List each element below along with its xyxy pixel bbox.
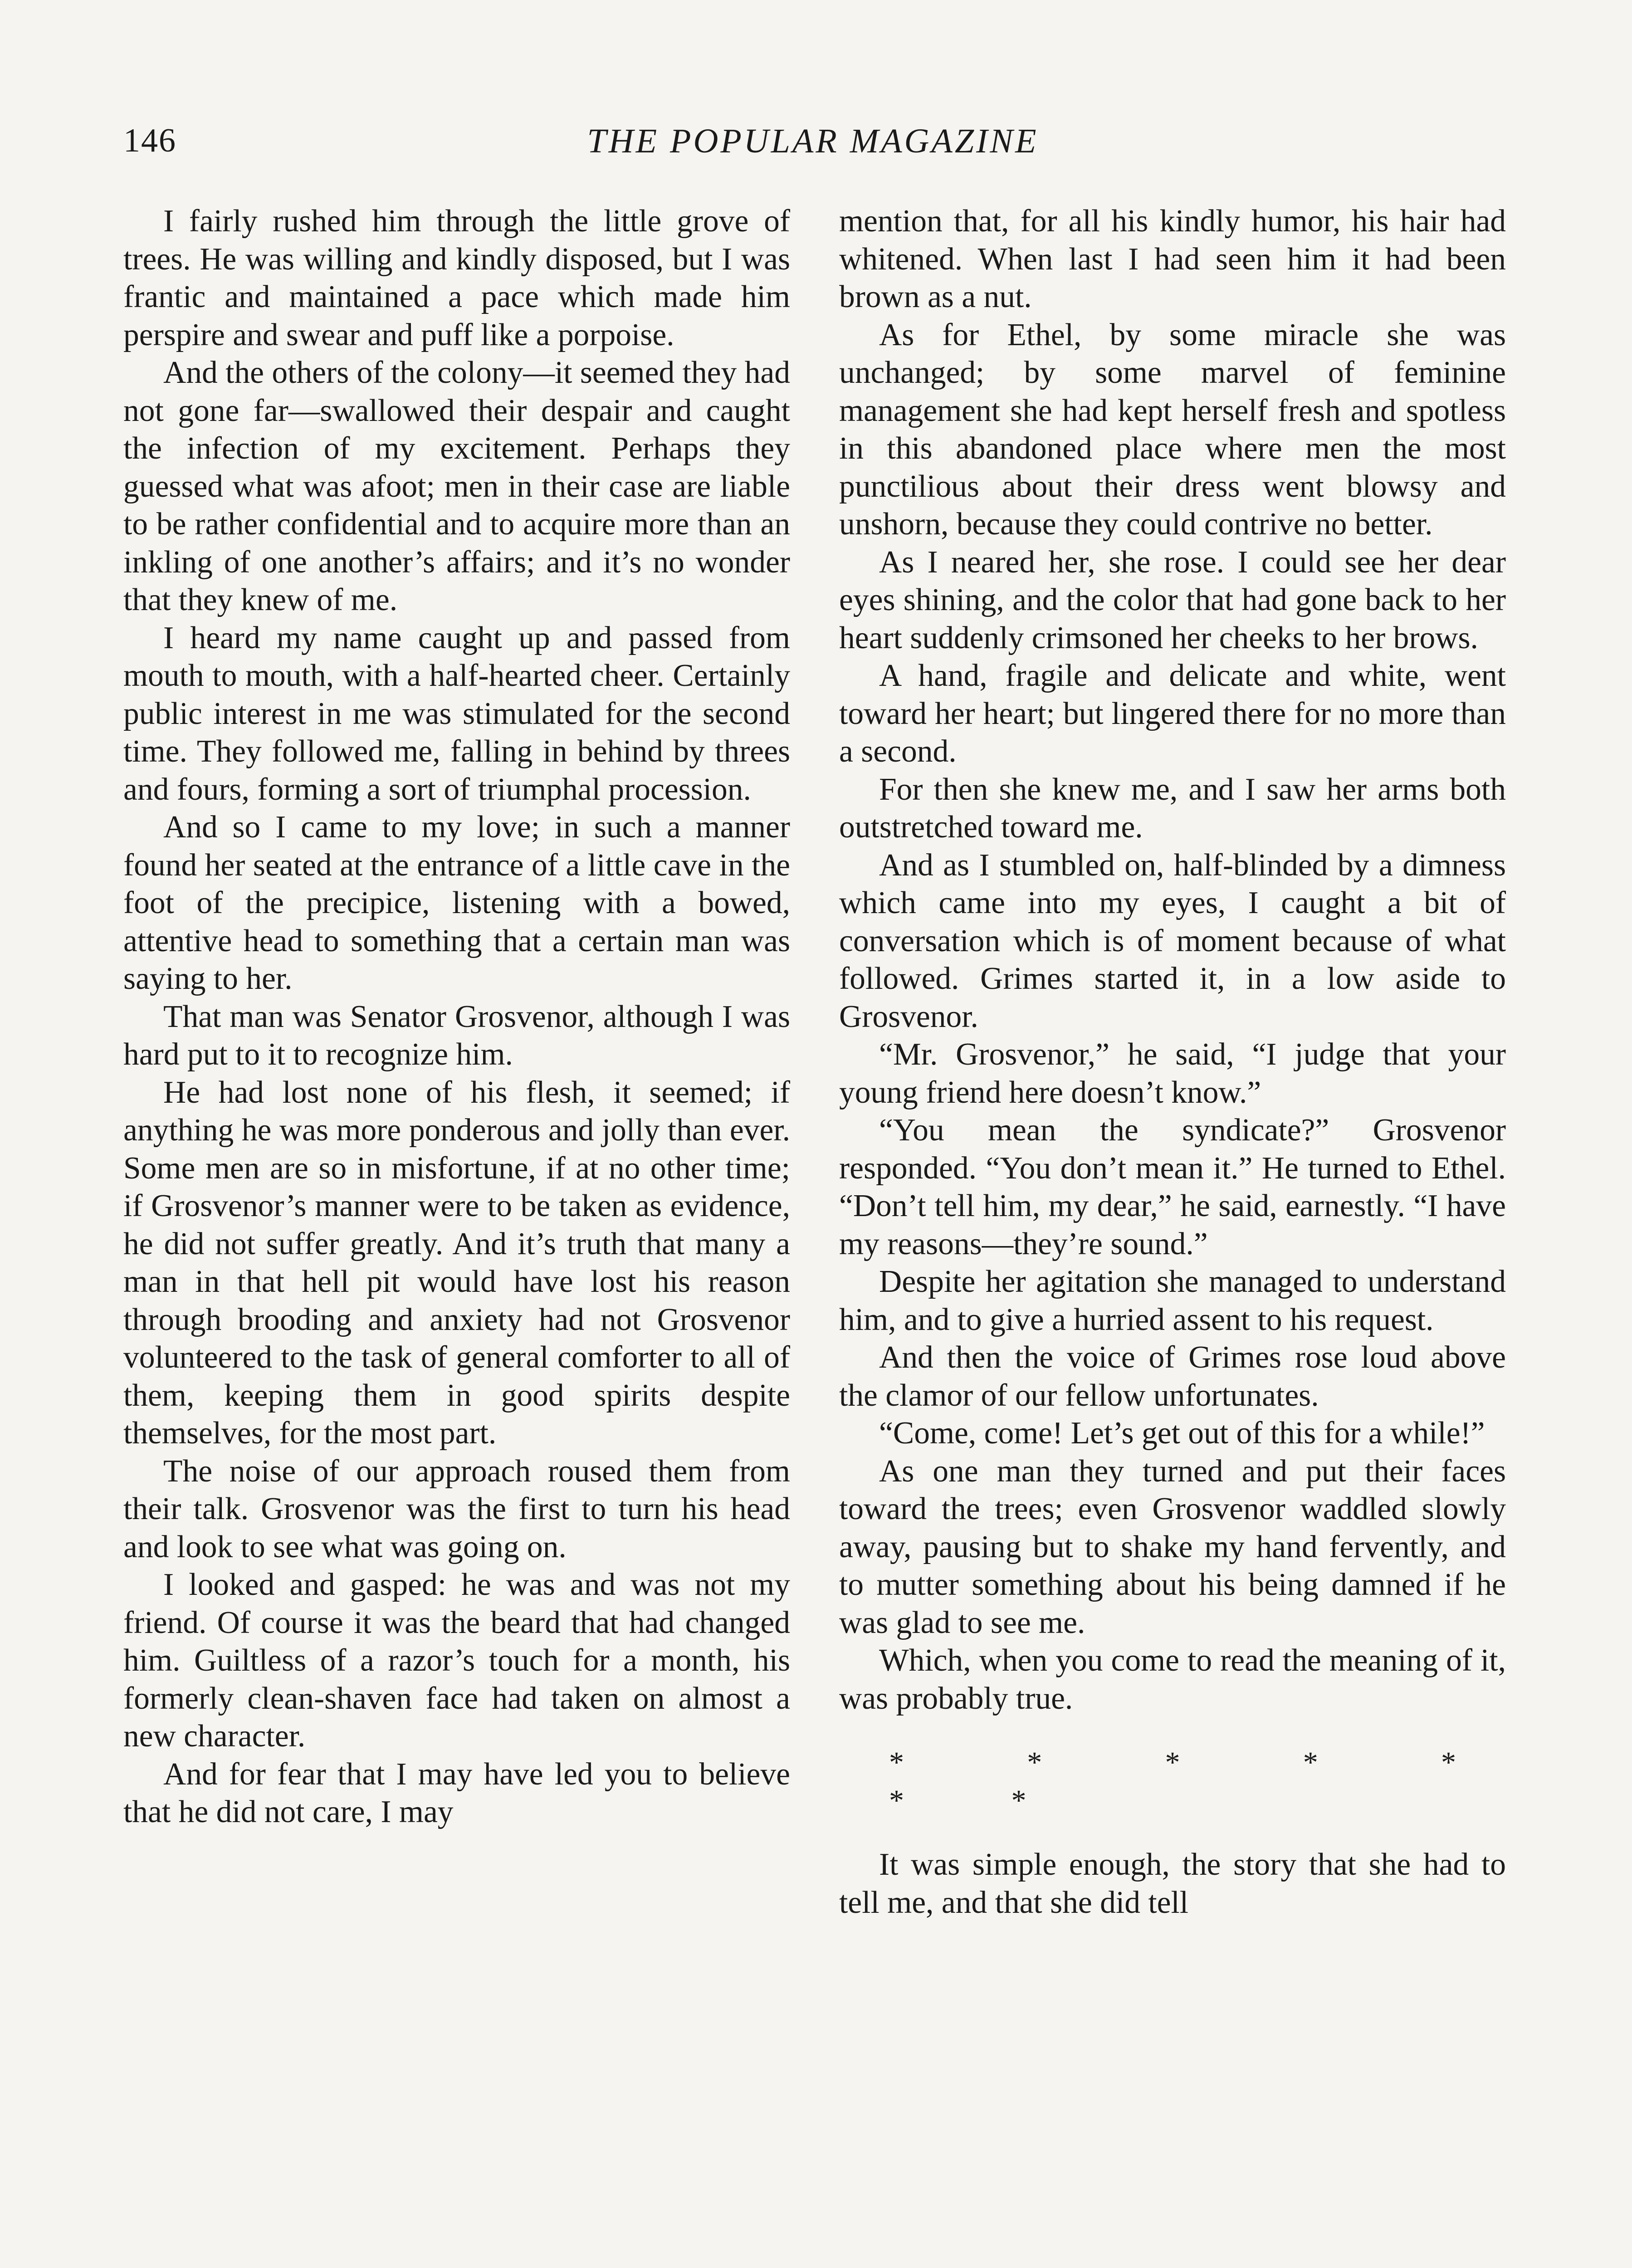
paragraph: “You mean the syndicate?” Grosvenor responded. “You don’t mean it.” He turned to Ethel. “Don’t tell him, my dear,” he said, earnestly. “I have my reasons—they’re sound.” <box>839 1113 1506 1261</box>
paragraph: I fairly rushed him through the little grove of trees. He was willing and kindly disposed, but I was frantic and maintained a pace which made him perspire and swear and puff like a porpoise. <box>123 204 790 352</box>
running-title: THE POPULAR MAGAZINE <box>587 122 1039 160</box>
paragraph: As for Ethel, by some miracle she was unchanged; by some marvel of feminine management she had kept herself fresh and spotless in this abandoned place where men the most punctilious about their dress went blowsy and unshorn, because they could contrive no better. <box>839 317 1506 542</box>
paragraph: The noise of our approach roused them from their talk. Grosvenor was the first to turn his head and look to see what was going on. <box>123 1453 790 1564</box>
paragraph: For then she knew me, and I saw her arms both outstretched toward me. <box>839 772 1506 845</box>
paragraph: And so I came to my love; in such a manner found her seated at the entrance of a little cave in the foot of the precipice, listening with a bowed, attentive head to something that a certain man was saying to her. <box>123 810 790 996</box>
paragraph: Despite her agitation she managed to understand him, and to give a hurried assent to his request. <box>839 1264 1506 1337</box>
paragraph: I looked and gasped: he was and was not my friend. Of course it was the beard that had changed him. Guiltless of a razor’s touch for a month, his formerly clean-shaven face had taken on almost a new character. <box>123 1567 790 1754</box>
page-header <box>123 122 1502 171</box>
right-text-column <box>839 202 1506 1921</box>
paragraph: And the others of the colony—it seemed they had not gone far—swallowed their despair and caught the infection of my excitement. Perhaps they guessed what was afoot; men in their case are liable to be rather confidential and to acquire more than an inkling of one another’s affairs; and it’s no wonder that they knew of me. <box>123 355 790 617</box>
paragraph: As I neared her, she rose. I could see her dear eyes shining, and the color that had gone back to her heart suddenly crimsoned her cheeks to her brows. <box>839 544 1506 655</box>
paragraph: A hand, fragile and delicate and white, went toward her heart; but lingered there for no more than a second. <box>839 658 1506 769</box>
paragraph: And for fear that I may have led you to believe that he did not care, I may <box>123 1756 790 1829</box>
paragraph: That man was Senator Grosvenor, although I was hard put to it to recognize him. <box>123 999 790 1072</box>
paragraph: I heard my name caught up and passed from mouth to mouth, with a half-hearted cheer. Certainly public interest in me was stimulated for the second time. They followed me, falling in behind by threes and fours, forming a sort of triumphal procession. <box>123 620 790 807</box>
paragraph: He had lost none of his flesh, it seemed; if anything he was more ponderous and jolly than ever. Some men are so in misfortune, if at no other time; if Grosvenor’s manner were to be taken as evidence, he did not suffer greatly. And it’s truth that many a man in that hell pit would have lost his reason through brooding and anxiety had not Grosvenor volunteered to the task of general comforter to all of them, keeping them in good spirits despite themselves, for the most part. <box>123 1075 790 1451</box>
paragraph: “Come, come! Let’s get out of this for a while!” <box>879 1416 1485 1451</box>
paragraph: And then the voice of Grimes rose loud above the clamor of our fellow unfortunates. <box>839 1340 1506 1413</box>
paragraph-continued: mention that, for all his kindly humor, his hair had whitened. When last I had seen him it had been brown as a nut. <box>839 204 1506 314</box>
paragraph: It was simple enough, the story that she had to tell me, and that she did tell <box>839 1847 1506 1920</box>
section-break-asterisks: * * * * * * * <box>889 1746 1506 1817</box>
paragraph: Which, when you come to read the meaning of it, was probably true. <box>839 1643 1506 1716</box>
left-text-column <box>123 202 790 1831</box>
paragraph: And as I stumbled on, half-blinded by a dimness which came into my eyes, I caught a bit of conversation which is of moment because of what followed. Grimes started it, in a low aside to Grosvenor. <box>839 847 1506 1034</box>
page-number: 146 <box>123 122 176 159</box>
paragraph: “Mr. Grosvenor,” he said, “I judge that your young friend here doesn’t know.” <box>839 1037 1506 1110</box>
paragraph: As one man they turned and put their faces toward the trees; even Grosvenor waddled slowly away, pausing but to shake my hand fervently, and to mutter something about his being damned if he was glad to see me. <box>839 1453 1506 1640</box>
